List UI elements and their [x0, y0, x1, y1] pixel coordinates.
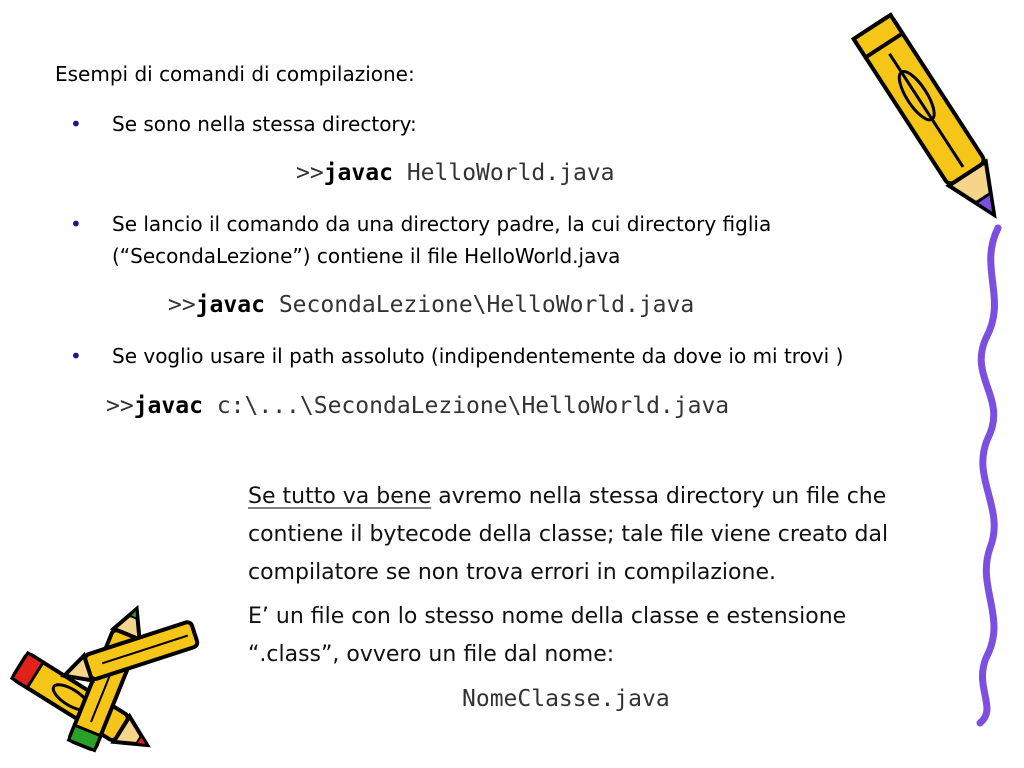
note-line-2: contiene il bytecode della classe; tale file viene creato dal: [248, 522, 889, 547]
bullet-glyph: •: [70, 112, 82, 136]
ext-line-2: “.class”, ovvero un file dal nome:: [248, 642, 615, 667]
bullet-text: Se sono nella stessa directory:: [112, 112, 417, 136]
pencil-clipart-icon: [860, 0, 1010, 245]
bullet-text-line-2: (“SecondaLezione”) contiene il file HelloWorld.java: [112, 244, 621, 268]
command-args: HelloWorld.java: [406, 160, 615, 186]
bullet-item-1: [70, 108, 770, 140]
note-text: avremo nella stessa directory un file che: [431, 484, 887, 509]
command-line-2: [168, 292, 694, 318]
note-paragraph: [248, 478, 948, 592]
command-keyword: javac: [323, 160, 393, 186]
squiggle-decoration-icon: [968, 228, 1024, 728]
bullet-glyph: •: [70, 344, 82, 368]
crossed-pencils-clipart-icon: [0, 610, 210, 760]
command-args: SecondaLezione\HelloWorld.java: [278, 292, 695, 318]
command-keyword: javac: [133, 393, 203, 419]
bullet-item-3: [70, 340, 870, 372]
command-prompt: >>: [296, 160, 324, 186]
bullet-text: Se voglio usare il path assoluto (indipendentemente da dove io mi trovi ): [112, 344, 844, 368]
slide-heading: Esempi di comandi di compilazione:: [55, 62, 415, 86]
extension-paragraph: [248, 598, 948, 674]
command-prompt: >>: [106, 393, 134, 419]
bullet-item-2: [70, 208, 870, 272]
command-keyword: javac: [195, 292, 265, 318]
note-underlined: Se tutto va bene: [248, 484, 432, 509]
command-line-3: [106, 393, 729, 419]
bullet-glyph: •: [70, 212, 82, 236]
class-filename: NomeClasse.java: [462, 686, 670, 712]
ext-line-1: E’ un file con lo stesso nome della classe e estensione: [248, 604, 847, 629]
note-line-3: compilatore se non trova errori in compilazione.: [248, 560, 776, 585]
command-line-1: [296, 160, 615, 186]
command-args: c:\...\SecondaLezione\HelloWorld.java: [216, 393, 730, 419]
command-prompt: >>: [168, 292, 196, 318]
note-line-1: [248, 478, 948, 516]
bullet-text-line-1: Se lancio il comando da una directory padre, la cui directory figlia: [112, 212, 772, 236]
